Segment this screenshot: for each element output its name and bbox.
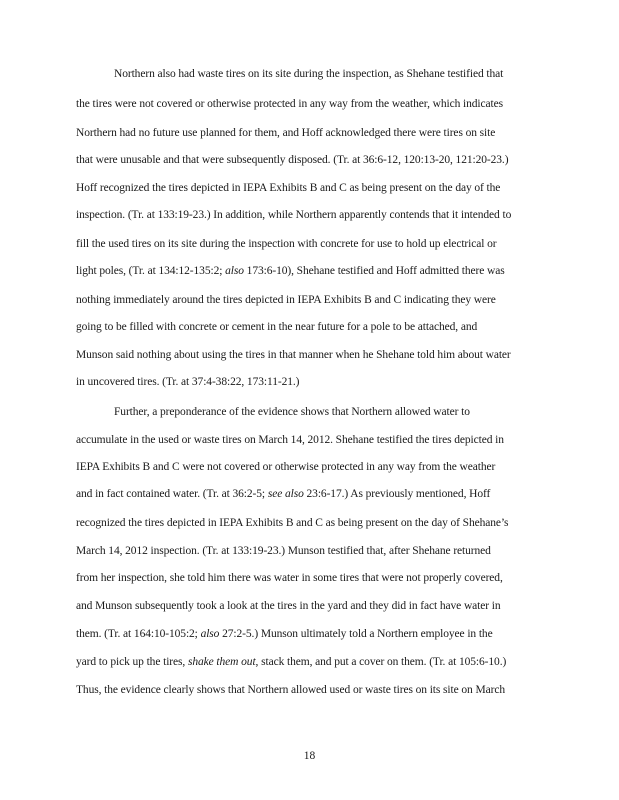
paragraph-line: IEPA Exhibits B and C were not covered or otherwise protected in any way from the weather — [76, 461, 496, 473]
citation-signal: see also — [267, 488, 304, 500]
paragraph-line: yard to pick up the tires, shake them out, stack them, and put a cover on them. (Tr. at 105:6-10.) — [76, 656, 507, 668]
paragraph-line: from her inspection, she told him there was water in some tires that were not properly covered, — [76, 572, 503, 584]
paragraph-line: light poles, (Tr. at 134:12-135:2; also 173:6-10), Shehane testified and Hoff admitted there was — [76, 265, 505, 277]
paragraph-line: and Munson subsequently took a look at the tires in the yard and they did in fact have water in — [76, 600, 501, 612]
emphasized-quote: shake them out — [187, 656, 256, 668]
paragraph-line: recognized the tires depicted in IEPA Exhibits B and C as being present on the day of Shehane’s — [76, 517, 509, 529]
paragraph-line: Hoff recognized the tires depicted in IEPA Exhibits B and C as being present on the day of the — [76, 182, 501, 194]
citation-signal: also — [200, 628, 220, 640]
paragraph-line: the tires were not covered or otherwise protected in any way from the weather, which indicates — [76, 98, 503, 110]
paragraph-line: inspection. (Tr. at 133:19-23.) In addition, while Northern apparently contends that it intended to — [76, 209, 512, 221]
paragraph-line: Northern had no future use planned for them, and Hoff acknowledged there were tires on site — [76, 127, 496, 139]
paragraph-line: nothing immediately around the tires depicted in IEPA Exhibits B and C indicating they were — [76, 294, 496, 306]
paragraph-line: Northern also had waste tires on its site during the inspection, as Shehane testified that — [114, 68, 504, 80]
paragraph-line: March 14, 2012 inspection. (Tr. at 133:19-23.) Munson testified that, after Shehane returned — [76, 545, 491, 557]
paragraph-line: going to be filled with concrete or cement in the near future for a pole to be attached, and — [76, 321, 478, 333]
paragraph-line: that were unusable and that were subsequently disposed. (Tr. at 36:6-12, 120:13-20, 121:20-23.) — [76, 154, 509, 166]
citation-signal: also — [225, 265, 244, 277]
paragraph-line: accumulate in the used or waste tires on March 14, 2012. Shehane testified the tires depicted in — [76, 434, 504, 446]
paragraph-line: Further, a preponderance of the evidence shows that Northern allowed water to — [114, 406, 470, 418]
page-number: 18 — [303, 750, 316, 762]
paragraph-line: them. (Tr. at 164:10-105:2; also 27:2-5.) Munson ultimately told a Northern employee in the — [76, 628, 493, 640]
paragraph-line: Thus, the evidence clearly shows that Northern allowed used or waste tires on its site on March — [76, 684, 505, 696]
paragraph-line: in uncovered tires. (Tr. at 37:4-38:22, 173:11-21.) — [76, 376, 300, 388]
paragraph-line: and in fact contained water. (Tr. at 36:2-5; see also 23:6-17.) As previously mentioned, Hoff — [76, 488, 491, 500]
paragraph-line: Munson said nothing about using the tires in that manner when he Shehane told him about water — [76, 349, 511, 361]
paragraph-line: fill the used tires on its site during the inspection with concrete for use to hold up electrical or — [76, 238, 497, 250]
